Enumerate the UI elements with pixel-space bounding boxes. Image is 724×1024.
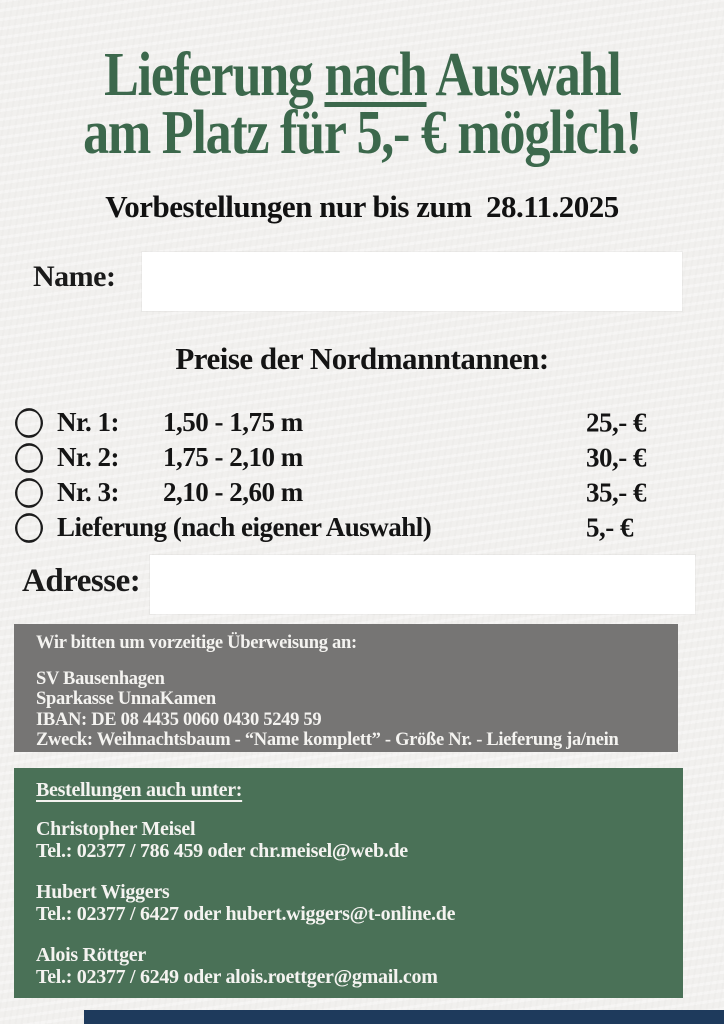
contact-phone-email: Tel.: 02377 / 6427 oder hubert.wiggers@t-online.de [36, 903, 456, 925]
contact-phone-email: Tel.: 02377 / 6249 oder alois.roettger@gmail.com [36, 966, 438, 988]
payment-bank: Sparkasse UnnaKamen [36, 689, 216, 709]
option-circle-icon[interactable] [14, 477, 44, 509]
payment-info-box [14, 624, 678, 752]
price-option-price: 30,- € [586, 442, 646, 472]
address-label: Adresse: [22, 563, 141, 599]
price-option-row [0, 440, 724, 475]
option-circle-icon[interactable] [14, 442, 44, 474]
contact-name: Alois Röttger [36, 944, 146, 966]
price-option-row [0, 475, 724, 510]
price-option-label: Nr. 2: [57, 442, 119, 472]
price-option-row [0, 405, 724, 440]
price-option-price: 25,- € [586, 407, 646, 437]
prices-title: Preise der Nordmanntannen: [175, 341, 549, 376]
price-option-row [0, 510, 724, 545]
title-line2: am Platz für 5,- € möglich! [82, 99, 642, 167]
deadline-note: Vorbestellungen nur bis zum 28.11.2025 [105, 189, 619, 224]
option-circle-icon[interactable] [14, 407, 44, 439]
contact-entry [36, 944, 663, 988]
price-option-label: Lieferung (nach eigener Auswahl) [57, 512, 432, 542]
price-option-size: 2,10 - 2,60 m [163, 477, 303, 507]
payment-iban: IBAN: DE 08 4435 0060 0430 5249 59 [36, 709, 322, 730]
price-option-label: Nr. 3: [57, 477, 119, 507]
contact-phone-email: Tel.: 02377 / 786 459 oder chr.meisel@web.de [36, 840, 408, 862]
price-option-price: 5,- € [586, 512, 633, 542]
price-option-price: 35,- € [586, 477, 646, 507]
option-circle-icon[interactable] [14, 512, 44, 544]
payment-reference: Zweck: Weihnachtsbaum - “Name komplett” - Größe Nr. - Lieferung ja/nein [36, 730, 619, 750]
contact-name: Hubert Wiggers [36, 881, 170, 903]
name-label: Name: [33, 260, 116, 293]
contacts-title: Bestellungen auch unter: [36, 779, 243, 801]
price-option-size: 1,75 - 2,10 m [163, 442, 303, 472]
contact-entry [36, 818, 663, 862]
price-list [0, 405, 724, 545]
address-input[interactable] [150, 555, 695, 614]
contact-name: Christopher Meisel [36, 818, 196, 840]
price-option-label: Nr. 1: [57, 407, 119, 437]
title-line1-post: Auswahl [426, 41, 621, 109]
price-option-size: 1,50 - 1,75 m [163, 407, 303, 437]
title-line1-emphasis: nach [324, 41, 427, 109]
page-title [0, 41, 724, 167]
name-input[interactable] [142, 252, 682, 311]
bottom-accent-bar [84, 1010, 724, 1024]
contact-entry [36, 881, 663, 925]
payment-account-holder: SV Bausenhagen [36, 668, 165, 689]
contacts-box [14, 768, 683, 998]
payment-intro: Wir bitten um vorzeitige Überweisung an: [36, 633, 357, 653]
title-line1-pre: Lieferung [103, 41, 325, 109]
